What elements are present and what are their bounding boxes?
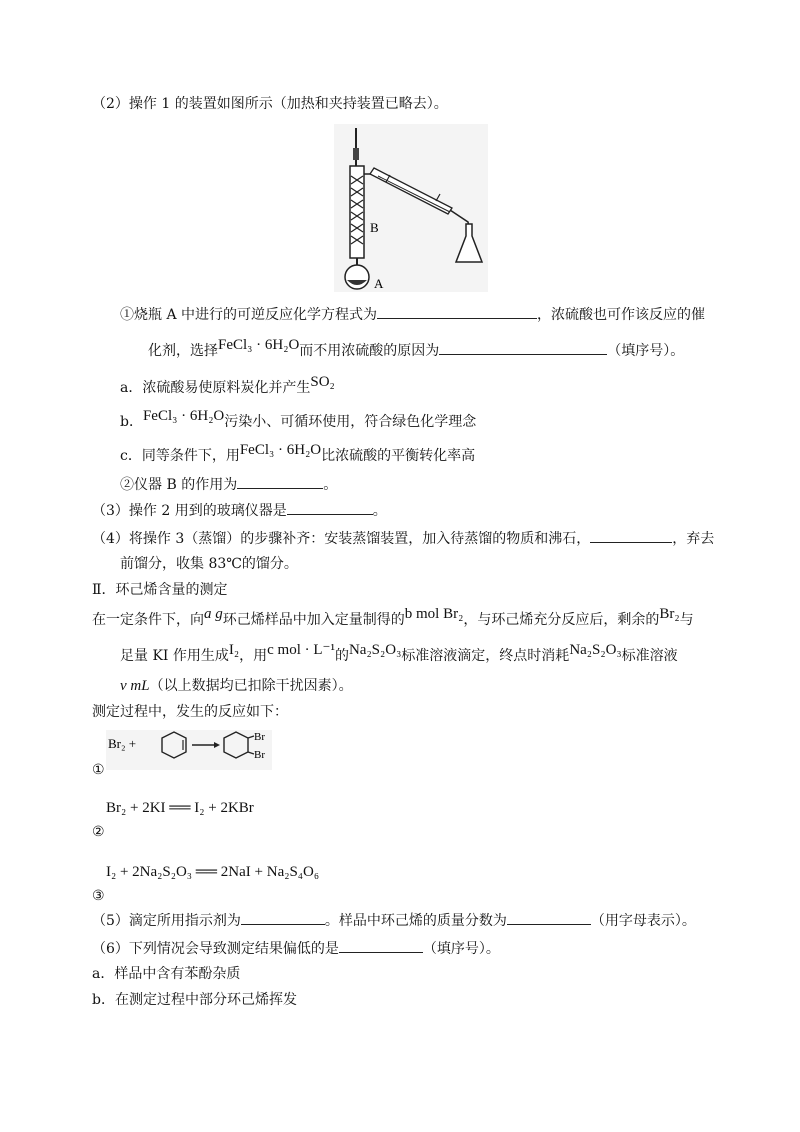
q5 [92, 910, 696, 931]
formula-fecl3: FeCl₃ · 6H₂O [218, 337, 300, 353]
s2-l1-b: 环己烯样品中加入定量制得的 [222, 612, 405, 628]
answer-blank-distillation-step[interactable] [590, 528, 672, 543]
q4-text-a: （4）将操作 3（蒸馏）的步骤补齐：安装蒸馏装置，加入待蒸馏的物质和沸石， [92, 531, 591, 547]
formula-fecl3-c: FeCl₃ · 6H₂O [239, 442, 322, 458]
option-a-text: a．浓硫酸易使原料炭化并产生 [120, 380, 311, 396]
formula-na2s2o3: Na₂S₂O₃ [348, 642, 402, 658]
q2-p1-text-b: ，浓硫酸也可作该反应的催 [537, 307, 706, 323]
q4-line2: 前馏分，收集 83℃的馏分。 [120, 556, 298, 572]
distillation-apparatus-figure [334, 124, 488, 292]
option-c-text: 比浓硫酸的平衡转化率高 [321, 448, 476, 464]
process-intro: 测定过程中，发生的反应如下： [92, 704, 288, 720]
answer-blank-indicator[interactable] [241, 910, 325, 925]
q2-p2-text: ②仪器 B 的作用为 [120, 477, 238, 493]
reaction-1-br-bottom: Br [254, 749, 265, 761]
section-2-line3 [120, 676, 353, 696]
s2-l1-a: 在一定条件下，向 [92, 612, 204, 628]
q5-text-a: （5）滴定所用指示剂为 [92, 913, 241, 929]
q6-text-b: （填序号）。 [422, 941, 500, 957]
q6 [92, 938, 500, 959]
formula-br2: Br₂ [659, 606, 680, 622]
q2-intro: （2）操作 1 的装置如图所示（加热和夹持装置已略去）。 [92, 96, 448, 112]
var-v-ml: v mL [120, 678, 150, 694]
answer-blank-equation[interactable] [377, 304, 537, 319]
s2-l2-c: 的 [334, 648, 349, 664]
s2-l2-a: 足量 KI 作用生成 [120, 648, 229, 664]
option-c-prefix: c．同等条件下，用 [120, 448, 240, 464]
figure-label-a: A [374, 276, 384, 291]
s2-l2-d: 标准溶液滴定，终点时消耗 [401, 648, 570, 664]
reaction-2-equation: Br₂ + 2KI ══ I₂ + 2KBr [106, 800, 254, 816]
answer-blank-low-result[interactable] [339, 938, 423, 953]
s2-l1-d: 与 [679, 612, 694, 628]
q2-part1-line1 [120, 304, 705, 325]
reaction-1-br-top: Br [254, 731, 265, 743]
reaction-3-number: ③ [92, 888, 105, 904]
reaction-1-br2: Br₂ + [108, 736, 137, 751]
q6-option-b: b．在测定过程中部分环己烯挥发 [92, 992, 297, 1008]
s2-l1-c: ，与环己烯充分反应后，剩余的 [463, 612, 660, 628]
reaction-2-number: ② [92, 824, 105, 840]
q2-option-a [120, 374, 335, 398]
q2-p2-end: 。 [323, 477, 338, 493]
formula-fecl3-b: FeCl₃ · 6H₂O [142, 408, 225, 424]
q4-text-b: ，弃去 [672, 531, 715, 547]
q2-option-c [120, 442, 476, 466]
answer-blank-mass-fraction[interactable] [507, 910, 591, 925]
section-2-title: Ⅱ．环己烯含量的测定 [92, 582, 228, 598]
section-2-line2 [120, 642, 678, 666]
q3 [92, 500, 387, 521]
q4-line1 [92, 528, 714, 549]
q2-p1-text-c: 化剂，选择 [148, 343, 218, 359]
reaction-1-structure [106, 730, 272, 770]
option-b-prefix: b． [120, 414, 143, 430]
answer-blank-glassware[interactable] [287, 500, 373, 515]
var-c-concentration: c mol · L⁻¹ [267, 642, 335, 658]
section-2-line1 [92, 606, 694, 630]
q5-text-c: （用字母表示）。 [590, 913, 696, 929]
q2-p1-text-e: （填序号）。 [607, 343, 685, 359]
q5-text-b: 。样品中环己烯的质量分数为 [324, 913, 507, 929]
q2-option-b [120, 408, 477, 432]
option-b-text: 污染小、可循环使用，符合绿色化学理念 [224, 414, 477, 430]
answer-blank-reason[interactable] [439, 340, 607, 355]
q6-text-a: （6）下列情况会导致测定结果偏低的是 [92, 941, 339, 957]
formula-i2: I₂ [228, 642, 240, 658]
q2-p1-text-d: 而不用浓硫酸的原因为 [299, 343, 440, 359]
formula-na2s2o3-2: Na₂S₂O₃ [569, 642, 622, 658]
q3-text: （3）操作 2 用到的玻璃仪器是 [92, 503, 287, 519]
q2-part1-line2 [148, 337, 685, 361]
answer-blank-instrument-b[interactable] [237, 474, 323, 489]
q2-part2 [120, 474, 337, 495]
var-b-mol-br2: b mol Br₂ [404, 606, 464, 622]
s2-l3-text: （以上数据均已扣除干扰因素）。 [149, 678, 353, 694]
formula-so2: SO₂ [310, 374, 335, 390]
q6-option-a: a．样品中含有苯酚杂质 [92, 966, 241, 982]
var-a-g: a g [204, 606, 223, 622]
s2-l2-e: 标准溶液 [621, 648, 678, 664]
reaction-3-equation: I₂ + 2Na₂S₂O₃ ══ 2NaI + Na₂S₄O₆ [106, 864, 320, 880]
q3-end: 。 [372, 503, 387, 519]
reaction-1-number: ① [92, 762, 105, 778]
s2-l2-b: ，用 [239, 648, 268, 664]
figure-label-b: B [370, 220, 379, 235]
q2-p1-text-a: ①烧瓶 A 中进行的可逆反应化学方程式为 [120, 307, 378, 323]
